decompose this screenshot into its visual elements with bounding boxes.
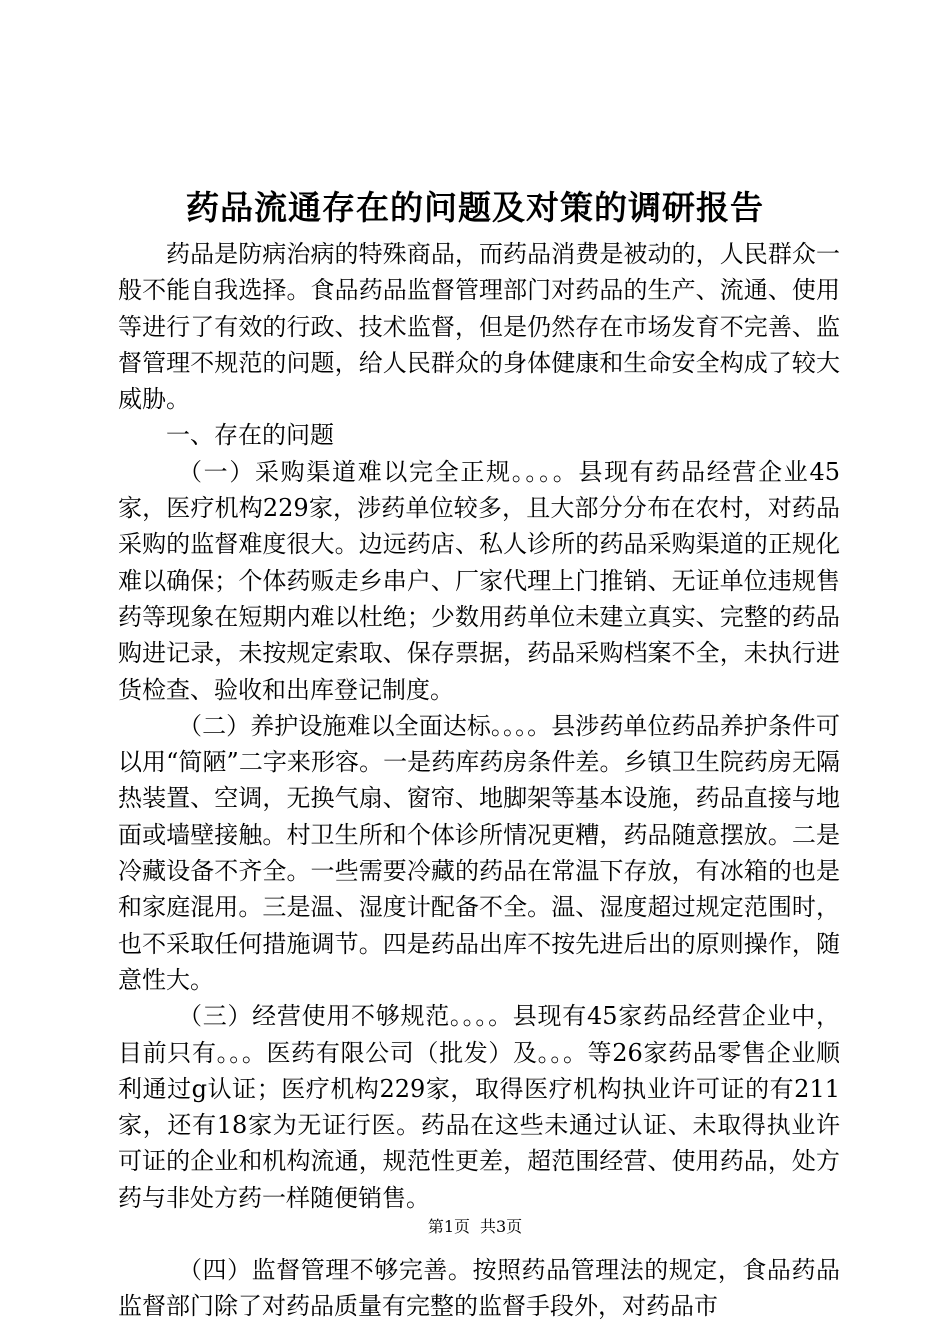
intro-paragraph: 药品是防病治病的特殊商品，而药品消费是被动的，人民群众一般不能自我选择。食品药品监督管理部门对药品的生产、流通、使用等进行了有效的行政、技术监督，但是仍然存在市场发育不完善、监督管理不规范的问题，给人民群众的身体健康和生命安全构成了较大威胁。 [118, 240, 840, 414]
page-number: 第1页 [427, 1217, 470, 1236]
paragraph-storage: （二）养护设施难以全面达标。。。。县涉药单位药品养护条件可以用“简陋”二字来形容。一是药库药房条件差。乡镇卫生院药房无隔热装置、空调，无换气扇、窗帘、地脚架等基本设施，药品直接与地面或墙壁接触。村卫生所和个体诊所情况更糟，药品随意摆放。二是冷藏设备不齐全。一些需要冷藏的药品在常温下存放，有冰箱的也是和家庭混用。三是温、湿度计配备不全。温、湿度超过规定范围时，也不采取任何措施调节。四是药品出库不按先进后出的原则操作，随意性大。 [118, 711, 840, 994]
document-body [118, 236, 840, 1325]
document-title: 药品流通存在的问题及对策的调研报告 [186, 188, 764, 227]
paragraph-procurement: （一）采购渠道难以完全正规。。。。县现有药品经营企业45家，医疗机构229家，涉药单位较多，且大部分分布在农村，对药品采购的监督难度很大。边远药店、私人诊所的药品采购渠道的正规化难以确保；个体药贩走乡串户、厂家代理上门推销、无证单位违规售药等现象在短期内难以杜绝；少数用药单位未建立真实、完整的药品购进记录，未按规定索取、保存票据，药品采购档案不全，未执行进货检查、验收和出库登记制度。 [118, 457, 840, 704]
page-total: 共3页 [480, 1217, 523, 1236]
page-footer [0, 1216, 950, 1238]
paragraph-operation: （三）经营使用不够规范。。。。县现有45家药品经营企业中，目前只有。。。医药有限公司（批发）及。。。等26家药品零售企业顺利通过g认证；医疗机构229家，取得医疗机构执业许可证的有211家，还有18家为无证行医。药品在这些未通过认证、未取得执业许可证的企业和机构流通，规范性更差，超范围经营、使用药品，处方药与非处方药一样随便销售。 [118, 1002, 840, 1212]
paragraph-supervision: （四）监督管理不够完善。按照药品管理法的规定，食品药品监督部门除了对药品质量有完整的监督手段外，对药品市 [118, 1256, 840, 1321]
section-heading: 一、存在的问题 [166, 421, 334, 450]
